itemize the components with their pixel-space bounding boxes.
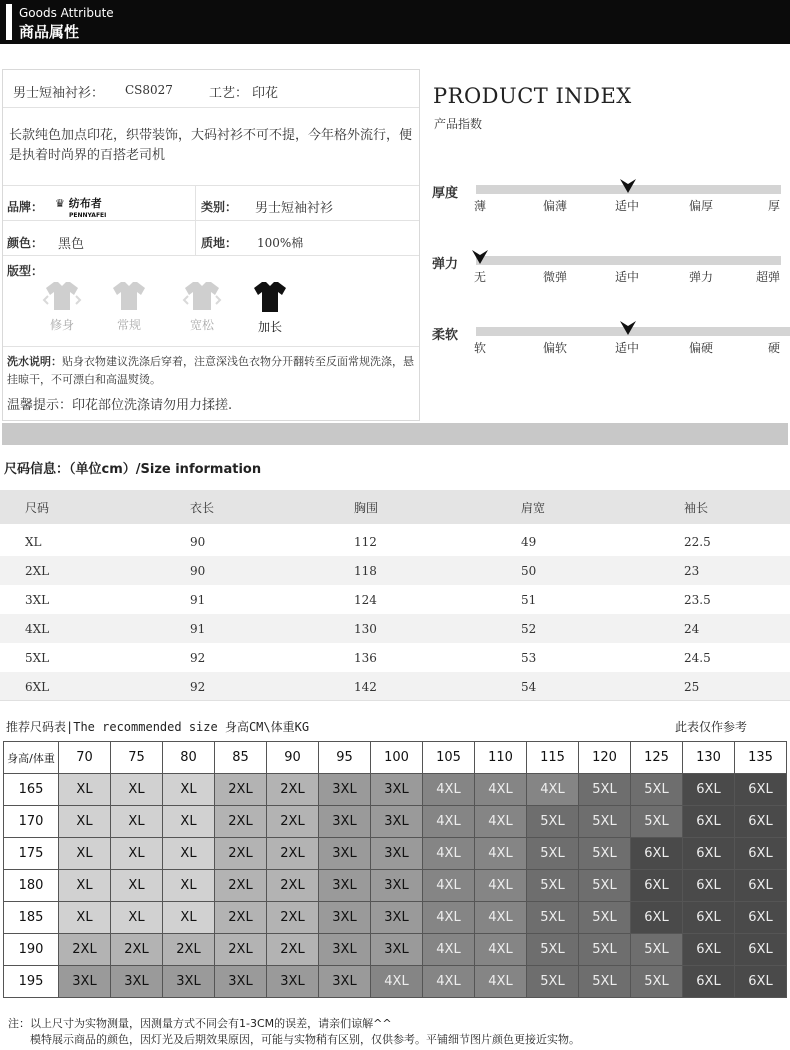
size-cell: 136	[354, 650, 377, 665]
header-title-cn: 商品属性	[19, 23, 80, 41]
shirt-icon	[42, 280, 82, 312]
recommended-size-cell: 2XL	[59, 934, 111, 966]
recommended-size-cell: 5XL	[631, 966, 683, 998]
recommended-size-cell: 5XL	[579, 966, 631, 998]
height-header: 180	[4, 870, 59, 902]
recommended-size-cell: 6XL	[735, 838, 787, 870]
height-header: 175	[4, 838, 59, 870]
recommend-corner: 身高/体重	[4, 742, 59, 774]
size-table-row	[0, 614, 790, 643]
recommended-size-cell: 4XL	[423, 870, 475, 902]
recommended-size-cell: 3XL	[267, 966, 319, 998]
attribute-panel	[2, 69, 420, 421]
recommended-size-cell: 2XL	[163, 934, 215, 966]
recommended-size-cell: 4XL	[475, 838, 527, 870]
recommended-size-cell: 5XL	[579, 870, 631, 902]
size-cell: 3XL	[25, 592, 50, 607]
recommended-size-cell: 5XL	[631, 934, 683, 966]
size-cell: 24.5	[684, 650, 711, 665]
recommend-row	[4, 966, 787, 998]
size-cell: 25	[684, 679, 700, 694]
size-cell: 91	[190, 621, 206, 636]
size-cell: 52	[521, 621, 537, 636]
recommended-size-cell: 4XL	[423, 902, 475, 934]
recommended-size-cell: 2XL	[267, 806, 319, 838]
weight-header: 70	[59, 742, 111, 774]
weight-header: 135	[735, 742, 787, 774]
scale-marker-icon	[620, 178, 636, 197]
recommended-size-cell: 2XL	[215, 838, 267, 870]
recommend-reference-note: 此表仅作参考	[675, 720, 748, 734]
height-header: 170	[4, 806, 59, 838]
color-value: 黑色	[58, 237, 85, 252]
size-cell: 49	[521, 534, 537, 549]
recommended-size-cell: 3XL	[319, 838, 371, 870]
recommended-size-cell: 6XL	[735, 902, 787, 934]
recommended-size-cell: 3XL	[371, 774, 423, 806]
height-header: 195	[4, 966, 59, 998]
height-header: 185	[4, 902, 59, 934]
recommended-size-cell: 2XL	[215, 902, 267, 934]
recommended-size-cell: 3XL	[319, 902, 371, 934]
recommended-size-cell: 5XL	[527, 870, 579, 902]
scale-label: 薄	[474, 199, 487, 213]
size-cell: 142	[354, 679, 377, 694]
recommended-size-cell: XL	[59, 806, 111, 838]
size-cell: 尺码	[25, 500, 50, 515]
divider	[0, 700, 790, 701]
weight-header: 100	[371, 742, 423, 774]
scale-label: 硬	[768, 341, 781, 355]
section-header-goods-attribute	[0, 0, 790, 44]
recommend-row	[4, 774, 787, 806]
size-table-row	[0, 527, 790, 556]
recommended-size-cell: 6XL	[683, 806, 735, 838]
size-table-row	[0, 672, 790, 701]
craft-label: 工艺：	[209, 86, 249, 101]
brand-logo-text: 纺布者	[68, 197, 102, 210]
recommended-size-cell: 3XL	[319, 966, 371, 998]
recommend-row	[4, 806, 787, 838]
recommend-row	[4, 934, 787, 966]
recommended-size-cell: 3XL	[319, 870, 371, 902]
recommended-size-cell: 6XL	[735, 806, 787, 838]
scale-label: 适中	[615, 270, 640, 284]
scale-label: 无	[474, 270, 487, 284]
footnote	[8, 1016, 580, 1048]
size-cell: 22.5	[684, 534, 711, 549]
size-cell: 90	[190, 563, 206, 578]
recommended-size-cell: 3XL	[163, 966, 215, 998]
recommended-size-cell: 4XL	[475, 966, 527, 998]
footnote-line-1: 注：以上尺寸为实物测量，因测量方式不同会有1-3CM的误差，请亲们谅解^^	[8, 1017, 392, 1030]
recommend-header-row	[4, 742, 787, 774]
recommended-size-cell: 5XL	[631, 774, 683, 806]
recommended-size-cell: 4XL	[423, 838, 475, 870]
size-cell: 衣长	[190, 500, 215, 515]
recommended-size-cell: 6XL	[735, 934, 787, 966]
material-value: 100%棉	[257, 236, 304, 250]
size-cell: 24	[684, 621, 700, 636]
size-table-row	[0, 556, 790, 585]
divider	[3, 255, 419, 256]
size-cell: 23	[684, 563, 700, 578]
scale-label: 超弹	[756, 270, 781, 284]
weight-header: 130	[683, 742, 735, 774]
weight-header: 75	[111, 742, 163, 774]
wash-text: 贴身衣物建议洗涤后穿着，注意深浅色衣物分开翻转至反面常规洗涤，悬挂晾干，不可漂白和高温熨烫。	[7, 355, 414, 386]
recommended-size-cell: 2XL	[267, 902, 319, 934]
size-table-row	[0, 643, 790, 672]
recommended-size-cell: 5XL	[579, 902, 631, 934]
brand-label: 品牌：	[7, 200, 44, 214]
size-cell: 6XL	[25, 679, 50, 694]
recommended-size-cell: XL	[111, 870, 163, 902]
recommend-row	[4, 870, 787, 902]
material-label: 质地：	[201, 236, 238, 250]
recommended-size-cell: XL	[163, 902, 215, 934]
divider	[3, 185, 419, 186]
size-cell: XL	[25, 534, 42, 549]
fit-option-long	[248, 280, 292, 335]
shirt-icon	[250, 280, 290, 314]
recommended-size-cell: XL	[111, 902, 163, 934]
recommended-size-cell: 4XL	[423, 774, 475, 806]
recommended-size-cell: 4XL	[371, 966, 423, 998]
scale-label: 适中	[615, 199, 640, 213]
recommended-size-cell: 4XL	[423, 806, 475, 838]
recommended-size-cell: XL	[163, 806, 215, 838]
recommended-size-cell: 6XL	[683, 870, 735, 902]
recommended-size-cell: XL	[59, 902, 111, 934]
recommended-size-cell: 4XL	[527, 774, 579, 806]
size-cell: 92	[190, 679, 206, 694]
recommended-size-cell: XL	[111, 838, 163, 870]
divider	[3, 346, 419, 347]
recommended-size-cell: 5XL	[527, 966, 579, 998]
size-cell: 92	[190, 650, 206, 665]
recommended-size-cell: 3XL	[371, 838, 423, 870]
recommended-size-cell: XL	[163, 774, 215, 806]
recommended-size-cell: 3XL	[319, 806, 371, 838]
scale-name-thickness: 厚度	[432, 186, 459, 201]
recommended-size-cell: 2XL	[215, 934, 267, 966]
recommended-size-cell: 4XL	[475, 870, 527, 902]
scale-label: 微弹	[543, 270, 568, 284]
header-accent-bar	[6, 4, 12, 40]
recommended-size-cell: 2XL	[215, 774, 267, 806]
size-cell: 2XL	[25, 563, 50, 578]
fit-option-label: 修身	[49, 318, 74, 332]
recommended-size-cell: 2XL	[267, 934, 319, 966]
product-index-subtitle: 产品指数	[434, 117, 483, 131]
recommended-size-cell: 6XL	[683, 934, 735, 966]
scale-bar-elasticity	[476, 256, 781, 265]
recommended-size-cell: 2XL	[215, 870, 267, 902]
fit-label: 版型：	[7, 264, 44, 278]
weight-header: 105	[423, 742, 475, 774]
scale-label: 厚	[768, 199, 781, 213]
recommended-size-cell: 6XL	[735, 774, 787, 806]
recommended-size-cell: 2XL	[267, 838, 319, 870]
recommended-size-cell: 2XL	[215, 806, 267, 838]
fit-option-label: 加长	[257, 320, 282, 334]
recommended-size-cell: 6XL	[631, 838, 683, 870]
size-table-header	[0, 490, 790, 524]
recommended-size-cell: XL	[111, 806, 163, 838]
wash-instructions	[7, 353, 417, 389]
recommended-size-cell: 5XL	[527, 806, 579, 838]
scale-label: 偏薄	[543, 199, 568, 213]
size-cell: 袖长	[684, 500, 709, 515]
recommended-size-cell: 5XL	[579, 838, 631, 870]
size-info-title: 尺码信息：（单位cm）/Size information	[4, 462, 262, 477]
scale-marker-icon	[472, 249, 488, 268]
scale-label: 软	[474, 341, 487, 355]
recommended-size-cell: 5XL	[631, 806, 683, 838]
recommended-size-cell: 6XL	[683, 966, 735, 998]
recommended-size-cell: 2XL	[267, 870, 319, 902]
weight-header: 110	[475, 742, 527, 774]
weight-header: 90	[267, 742, 319, 774]
color-label: 颜色：	[7, 236, 44, 250]
category-value: 男士短袖衬衫	[255, 201, 334, 216]
size-cell: 4XL	[25, 621, 50, 636]
recommended-size-cell: 4XL	[475, 934, 527, 966]
footnote-line-2: 模特展示商品的颜色，因灯光及后期效果原因，可能与实物稍有区别，仅供参考。平铺细节图片颜色更接近实物。	[30, 1033, 580, 1046]
fit-option-loose	[180, 280, 224, 333]
recommended-size-cell: 5XL	[579, 806, 631, 838]
size-table-row	[0, 585, 790, 614]
recommended-size-cell: 3XL	[371, 870, 423, 902]
section-divider-band	[2, 423, 788, 445]
recommended-size-cell: 3XL	[371, 934, 423, 966]
shirt-icon	[182, 280, 222, 312]
size-cell: 51	[521, 592, 537, 607]
recommended-size-cell: 4XL	[475, 774, 527, 806]
recommended-size-cell: 3XL	[319, 934, 371, 966]
brand-logo-icon: ♛	[55, 197, 65, 210]
category-label: 类别：	[201, 200, 238, 214]
size-cell: 53	[521, 650, 537, 665]
recommended-size-cell: 4XL	[423, 934, 475, 966]
recommended-size-cell: 4XL	[475, 806, 527, 838]
fit-option-label: 常规	[116, 318, 141, 332]
weight-header: 120	[579, 742, 631, 774]
recommended-size-cell: 2XL	[111, 934, 163, 966]
care-tip: 温馨提示：印花部位洗涤请勿用力揉搓.	[7, 398, 233, 413]
recommended-size-cell: XL	[59, 774, 111, 806]
size-cell: 118	[354, 563, 377, 578]
recommended-size-cell: 5XL	[579, 774, 631, 806]
recommended-size-cell: 5XL	[527, 902, 579, 934]
scale-label: 适中	[615, 341, 640, 355]
recommended-size-cell: 4XL	[423, 966, 475, 998]
recommended-size-cell: 6XL	[631, 902, 683, 934]
recommend-row	[4, 838, 787, 870]
weight-header: 115	[527, 742, 579, 774]
recommended-size-cell: 3XL	[371, 902, 423, 934]
weight-header: 95	[319, 742, 371, 774]
size-cell: 胸围	[354, 500, 379, 515]
recommended-size-cell: 2XL	[267, 774, 319, 806]
size-cell: 112	[354, 534, 377, 549]
size-cell: 91	[190, 592, 206, 607]
recommended-size-cell: 6XL	[683, 774, 735, 806]
size-cell: 肩宽	[521, 500, 546, 515]
recommended-size-cell: XL	[59, 870, 111, 902]
scale-name-softness: 柔软	[432, 328, 459, 343]
scale-label: 偏软	[543, 341, 568, 355]
header-title-en: Goods Attribute	[19, 6, 114, 20]
recommended-size-cell: XL	[163, 870, 215, 902]
wash-label: 洗水说明：	[7, 355, 62, 368]
recommended-size-cell: 3XL	[371, 806, 423, 838]
fit-option-label: 宽松	[189, 318, 214, 332]
height-header: 190	[4, 934, 59, 966]
recommended-size-cell: 5XL	[579, 934, 631, 966]
size-cell: 130	[354, 621, 377, 636]
scale-label: 偏硬	[689, 341, 714, 355]
recommended-size-cell: 6XL	[735, 870, 787, 902]
recommended-size-cell: 6XL	[683, 902, 735, 934]
fit-option-regular	[107, 280, 151, 333]
scale-label: 偏厚	[689, 199, 714, 213]
product-description: 长款纯色加点印花，织带装饰，大码衬衫不可不提，今年格外流行，便是执着时尚界的百搭老司机	[9, 128, 413, 163]
weight-header: 85	[215, 742, 267, 774]
recommended-size-cell: 4XL	[475, 902, 527, 934]
recommended-size-cell: 3XL	[59, 966, 111, 998]
size-cell: 50	[521, 563, 537, 578]
craft-value: 印花	[252, 86, 279, 101]
product-code: CS8027	[125, 83, 173, 97]
recommended-size-cell: 3XL	[319, 774, 371, 806]
size-cell: 124	[354, 592, 377, 607]
scale-label: 弹力	[689, 270, 714, 284]
weight-header: 80	[163, 742, 215, 774]
divider	[3, 220, 419, 221]
recommended-size-cell: XL	[163, 838, 215, 870]
recommended-size-cell: 3XL	[111, 966, 163, 998]
product-index-title: PRODUCT INDEX	[433, 84, 632, 108]
recommended-size-cell: XL	[111, 774, 163, 806]
size-cell: 90	[190, 534, 206, 549]
product-name-label: 男士短袖衬衫：	[13, 86, 105, 101]
recommended-size-cell: 6XL	[631, 870, 683, 902]
size-cell: 23.5	[684, 592, 711, 607]
weight-header: 125	[631, 742, 683, 774]
brand-logo-sub: PENNYAFEI	[69, 212, 107, 219]
height-header: 165	[4, 774, 59, 806]
size-cell: 54	[521, 679, 537, 694]
recommended-size-cell: 6XL	[735, 966, 787, 998]
recommended-size-cell: 5XL	[527, 934, 579, 966]
scale-name-elasticity: 弹力	[432, 257, 459, 272]
fit-option-slim	[40, 280, 84, 333]
recommended-size-table	[3, 741, 787, 998]
size-cell: 5XL	[25, 650, 50, 665]
recommended-size-cell: 3XL	[215, 966, 267, 998]
scale-marker-icon	[620, 320, 636, 339]
recommend-row	[4, 902, 787, 934]
recommended-size-cell: 5XL	[527, 838, 579, 870]
recommend-title: 推荐尺码表|The recommended size 身高CM\体重KG	[6, 720, 310, 734]
recommended-size-cell: XL	[59, 838, 111, 870]
recommended-size-cell: 6XL	[683, 838, 735, 870]
shirt-icon	[109, 280, 149, 312]
divider	[3, 107, 419, 108]
